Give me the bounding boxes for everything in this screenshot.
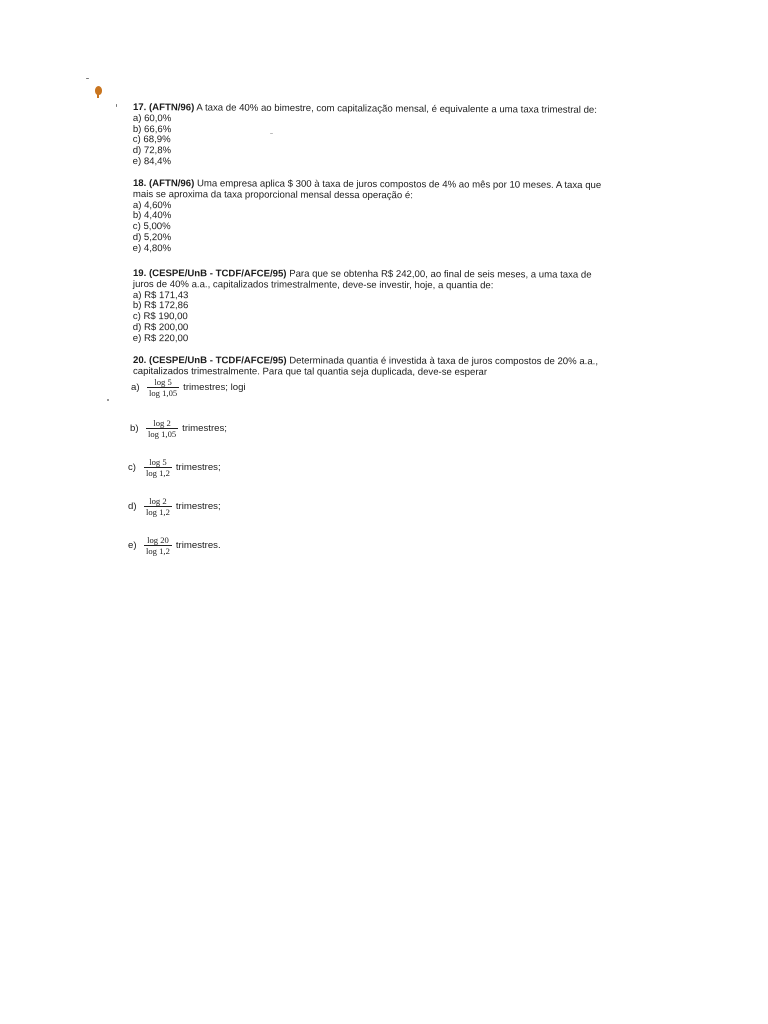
question-source: (AFTN/96) [148,178,195,190]
option-unit: trimestres; [182,423,227,434]
option-letter: b) [130,423,139,434]
question-18 [133,179,653,257]
answer-option: b) 66,6% [132,123,172,135]
log-fraction [144,535,172,556]
answer-option: e) 84,4% [132,155,172,168]
option-unit: trimestres. [175,540,221,551]
fraction-denominator: log 1,05 [148,429,177,439]
log-fraction [144,457,172,478]
formula-option-a [131,377,246,398]
option-unit: trimestres; logi [183,382,246,393]
question-text-line: juros de 40% a.a., capitalizados trimestralmente, deve-se investir, hoje, a quantia de: [132,278,494,292]
question-text-line: mais se aproxima da taxa proporcional mensal dessa operação é: [132,188,413,202]
question-number: 19. [132,268,147,280]
question-text-line: capitalizados trimestralmente. Para que tal quantia seja duplicada, deve-se esperar [132,365,488,378]
question-source: (CESPE/UnB - TCDF/AFCE/95) [148,268,287,280]
question-number: 18. [132,178,147,190]
formula-option-b [130,418,227,439]
fraction-numerator: log 2 [153,418,171,428]
question-20 [133,356,653,379]
answer-option: e) R$ 220,00 [132,332,189,344]
answer-options [133,291,653,347]
answer-options [133,201,653,257]
fraction-numerator: log 5 [149,457,167,467]
scan-speck [86,78,89,79]
question-text: Para que se obtenha R$ 242,00, ao final de seis meses, a uma taxa de [289,268,592,281]
fraction-denominator: log 1,2 [146,507,170,517]
answer-option: b) R$ 172,86 [132,300,189,312]
question-number: 20. [132,355,147,367]
answer-option: b) 4,40% [132,210,172,222]
answer-option: a) R$ 171,43 [132,289,189,301]
answer-option: c) R$ 190,00 [132,311,188,323]
option-letter: c) [128,462,136,473]
fraction-numerator: log 5 [154,377,172,387]
fraction-denominator: log 1,2 [146,468,170,478]
question-19 [133,269,653,346]
answer-option: d) R$ 200,00 [132,321,189,334]
scan-speck [107,399,109,401]
log-fraction [146,418,178,439]
answer-option: c) 5,00% [132,221,171,233]
answer-option: d) 72,8% [132,145,172,157]
option-letter: e) [128,540,137,551]
fraction-numerator: log 2 [149,496,167,506]
formula-option-c [128,457,221,478]
fraction-denominator: log 1,05 [149,388,178,398]
scan-mark [95,86,102,95]
answer-option: a) 4,60% [132,199,172,211]
log-fraction [144,496,172,517]
answer-option: e) 4,80% [132,242,172,254]
question-number: 17. [132,102,147,114]
question-17 [133,103,653,171]
question-source: (CESPE/UnB - TCDF/AFCE/95) [148,355,287,367]
option-letter: a) [131,382,140,393]
option-unit: trimestres; [175,501,221,512]
answer-option: a) 60,0% [132,112,172,125]
question-source: (AFTN/96) [148,102,195,114]
scan-speck [116,104,117,107]
answer-option: c) 68,9% [132,134,171,146]
formula-option-d [128,496,221,517]
fraction-numerator: log 20 [147,535,169,545]
log-fraction [147,377,179,398]
option-letter: d) [128,501,137,512]
option-unit: trimestres; [175,462,221,473]
question-text: A taxa de 40% ao bimestre, com capitalização mensal, é equivalente a uma taxa trimestral de: [196,102,597,116]
answer-option: d) 5,20% [132,231,172,244]
formula-option-e [128,535,221,556]
fraction-denominator: log 1,2 [146,546,170,556]
answer-options [133,114,653,171]
question-text: Determinada quantia é investida à taxa de juros compostos de 20% a.a., [289,355,599,368]
question-text: Uma empresa aplica $ 300 à taxa de juros compostos de 4% ao mês por 10 meses. A taxa que [196,178,602,192]
